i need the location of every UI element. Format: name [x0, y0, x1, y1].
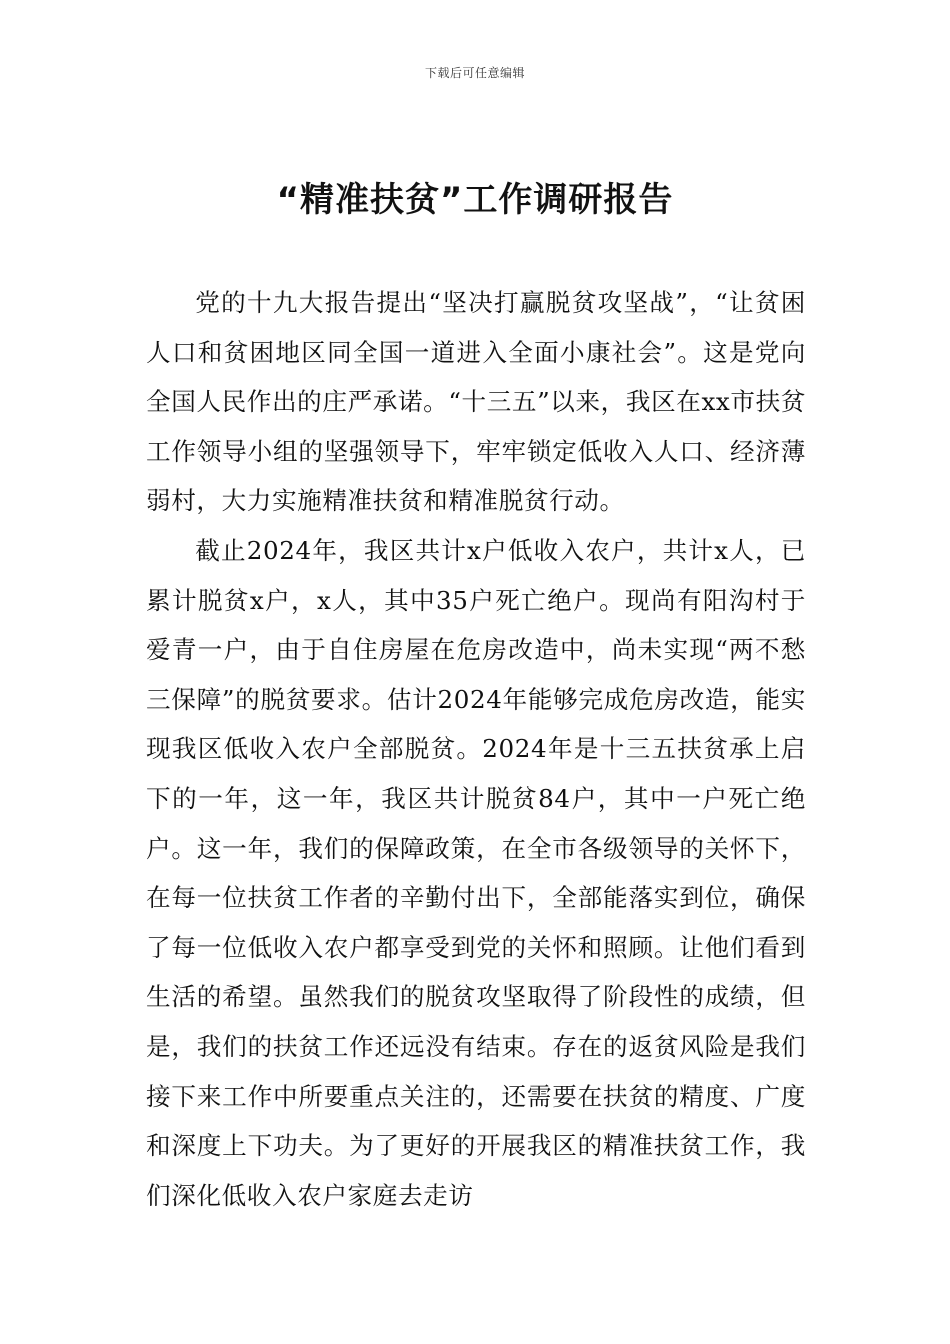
- paragraph-intro: 党的十九大报告提出“坚决打赢脱贫攻坚战”，“让贫困人口和贫困地区同全国一道进入全面小康社会”。这是党向全国人民作出的庄严承诺。“十三五”以来，我区在xx市扶贫工作领导小组的坚强领导下，牢牢锁定低收入人口、经济薄弱村，大力实施精准扶贫和精准脱贫行动。: [146, 288, 806, 516]
- document-body: [146, 278, 806, 1220]
- paragraph-progress: 截止2024年，我区共计x户低收入农户，共计x人，已累计脱贫x户，x人，其中35户死亡绝户。现尚有阳沟村于爱青一户，由于自住房屋在危房改造中，尚未实现“两不愁三保障”的脱贫要求。估计2024年能够完成危房改造，能实现我区低收入农户全部脱贫。2024年是十三五扶贫承上启下的一年，这一年，我区共计脱贫84户，其中一户死亡绝户。这一年，我们的保障政策，在全市各级领导的关怀下，在每一位扶贫工作者的辛勤付出下，全部能落实到位，确保了每一位低收入农户都享受到党的关怀和照顾。让他们看到生活的希望。虽然我们的脱贫攻坚取得了阶段性的成绩，但是，我们的扶贫工作还远没有结束。存在的返贫风险是我们接下来工作中所要重点关注的，还需要在扶贫的精度、广度和深度上下功夫。为了更好的开展我区的精准扶贫工作，我们深化低收入农户家庭去走访: [146, 535, 806, 1210]
- header-note: 下载后可任意编辑: [424, 66, 525, 80]
- document-title: “精准扶贫”工作调研报告: [276, 180, 674, 220]
